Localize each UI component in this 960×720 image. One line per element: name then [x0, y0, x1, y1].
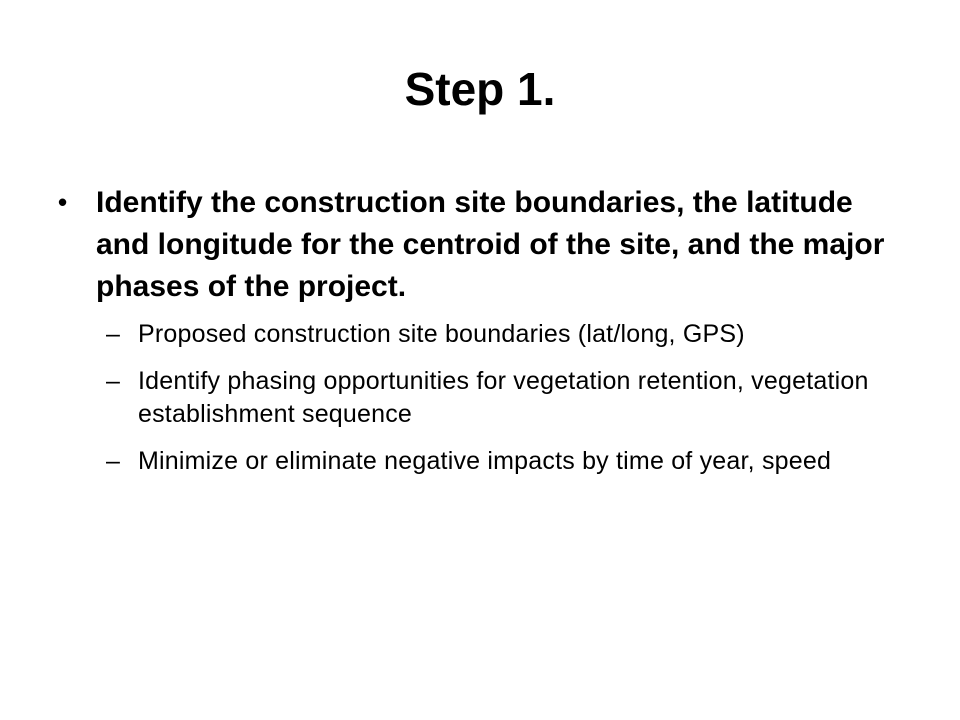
bullet-marker: •: [58, 187, 68, 217]
sub-bullet-list: [106, 318, 908, 478]
sub-bullet-item: [106, 365, 908, 431]
sub-bullet-text: Minimize or eliminate negative impacts by time of year, speed: [138, 447, 832, 475]
sub-bullet-item: [106, 318, 908, 351]
sub-bullet-item: [106, 445, 908, 478]
main-bullet: [58, 182, 908, 308]
dash-marker: –: [106, 447, 121, 475]
slide-title: Step 1.: [404, 63, 556, 115]
dash-marker: –: [106, 320, 121, 348]
dash-marker: –: [106, 367, 121, 395]
main-bullet-text: Identify the construction site boundaries, the latitude and longitude for the centroid of the site, and the major phases of the project.: [96, 186, 885, 303]
slide-body: [58, 182, 908, 492]
sub-bullet-text: Proposed construction site boundaries (lat/long, GPS): [138, 320, 745, 348]
sub-bullet-text: Identify phasing opportunities for vegetation retention, vegetation establishment sequence: [138, 367, 869, 428]
